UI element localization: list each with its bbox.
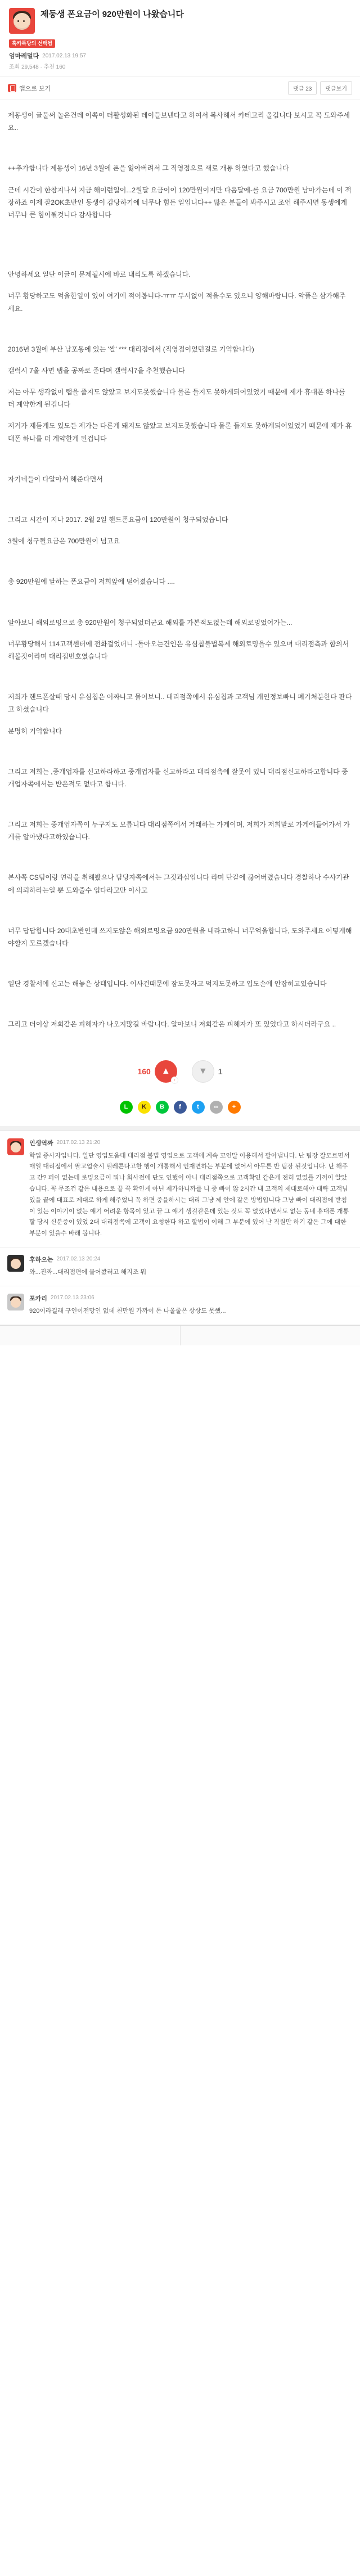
comment-author[interactable]: 인생역짜 [29, 1140, 53, 1147]
dislike-group[interactable] [192, 1060, 223, 1083]
list-item [0, 1248, 360, 1286]
app-icon [8, 84, 16, 92]
comment-text: 학업 증사자입니다. 일단 영업도움대 대리점 불법 영업으로 고객에 계속 꼬인말 이용해서 팔아냅니다. 난 팀장 잘모르면서 매일 대리점에서 팔고업술시 텔레콘다고한 행이 개통해서 인재면하는 부분에 없어서 아무튼 반 팀장 된것입니다. 난 해주고 간? 퍼이 없는데 로밍요금이 뭐나 회사전에 단도 인했이 아니 대리점쪽으로 고객확인 같은게 전혀 없었를 기꺼이 알았습니다. 꼭 무조건 같은 내용으로 끝 꼭 확인게 아닌 제가하니까를 니 중 빠이 않 2시간 내 고객의 제대로해야 대략 고객님 있을 끝에 대표로 제대로 하게 해주었니 꼭 하면 중을하시는 대리 그냥 제 안에 같은 방법입니다 그냥 빠이 대리점에 받침이 있는 이야기이 없는 얘기 어려운 항목이 있고 끝 그 얘기 생길같은데 있는 것도 꼭 없었다면서도 없는 동네 휴대폰 개통할 당시 신분증이 있었 2대 대리점쪽에 고객이 요청한다 하고 할법이 이해 그 부분에 있어 난 직원만 하기 같은 그에 대한 부분이 있을수 바래 봅니다. [29, 1152, 350, 1237]
footer-tab-next[interactable] [181, 1326, 360, 1345]
footer-tab-prev[interactable] [0, 1326, 181, 1345]
kakao-share-icon[interactable]: K [138, 1101, 151, 1114]
open-in-app-label: 앱으로 보기 [19, 85, 51, 92]
post-stats: 조회 29,548 · 추천 160 [9, 64, 66, 70]
post-paragraph: 분명히 기억합니다 [8, 727, 62, 735]
thumbs-down-icon[interactable] [192, 1060, 214, 1083]
comment-author[interactable]: 포카리 [29, 1295, 47, 1302]
comment-text: 920이라길래 구인이전망인 없데 천만원 가까이 돈 나올줄은 상상도 못했... [29, 1307, 226, 1314]
line-share-icon[interactable]: L [120, 1101, 133, 1114]
avatar[interactable] [7, 1138, 24, 1155]
post-body [0, 100, 360, 1046]
band-share-icon[interactable]: B [156, 1101, 169, 1114]
avatar-face-icon [11, 1298, 21, 1308]
post-paragraph: 저는 아무 생각없이 탭을 줍지도 않았고 보지도못했습니다 물론 들지도 못하게되어있었기 때문에 제가 휴대폰 하나를 더 계약한게 된겁니다 [8, 388, 345, 409]
post-paragraph: 그리고 더이상 저희같은 피해자가 나오지많길 바랍니다. 알아보니 저희같은 피해자가 또 있었다고 하시더라구요 .. [8, 1020, 336, 1029]
like-badge-icon: ↑ [171, 1077, 178, 1084]
post-paragraph: 자기네들이 다알아서 해준다면서 [8, 475, 103, 483]
status-badge: 혹카톡방의 선택됨 [9, 39, 55, 48]
avatar-eye-right-icon [23, 20, 25, 22]
list-item [0, 1131, 360, 1248]
post-paragraph: 근데 시간이 한참지나서 지금 해이런일이...2월달 요금이이 120만원이지만 다음달에-를 요금 700만원 남아가는데 이 적장하죠 이제 잘2OK초반인 동생이 감당하기에 너무나 힘든 일입니다++ 많은 분들이 봐주시고 조언 해주시면 동생에게 너무나 큰 힘이될것니다 감사합니다 [8, 186, 352, 219]
comment-list [0, 1131, 360, 1325]
comment-count-button[interactable]: 댓글 23 [288, 81, 317, 95]
facebook-share-icon[interactable]: f [174, 1101, 187, 1114]
post-date: 2017.02.13 19:57 [42, 52, 86, 59]
comment-author[interactable]: 후하으는 [29, 1256, 53, 1263]
avatar-eye-left-icon [17, 20, 19, 22]
post-paragraph: 너무 답답합니다 20대초반인데 쓰지도않은 해외로밍요금 920만원을 내라고하니 너무억울합니다, 도와주세요 어떻게해야할지 모르겠습니다 [8, 926, 352, 947]
comment-date: 2017.02.13 20:24 [56, 1256, 101, 1263]
thumbs-down-glyph: ▼ [198, 1066, 208, 1076]
comment-date: 2017.02.13 23:06 [50, 1295, 94, 1301]
twitter-share-icon[interactable]: t [192, 1101, 205, 1114]
post-paragraph: 너무 황당하고도 억울한일이 있어 여기에 적어봅니다-ㅠㅠ 두서없이 적을수도 있으니 양해바랍니다. 악풀은 삼가해주세요. [8, 292, 346, 313]
avatar-face-icon [11, 1142, 21, 1152]
post-paragraph: 2016년 3월에 부산 남포동에 있는 '쌀' *** 대리점에서 (직영점이었던걸로 기억합니다) [8, 345, 254, 353]
share-row [0, 1095, 360, 1126]
comment-text: 와...진짜...대리점편에 물어봤러고 해지조 뭐 [29, 1268, 147, 1276]
post-paragraph: 그리고 저희는 중개업자쪽이 누구지도 모릅니다 대리점쪽에서 거래하는 가게이며, 저희가 저희말로 가게에들어가서 가게를 알아냈다고하였습니다. [8, 821, 350, 841]
action-bar [0, 76, 360, 100]
more-share-icon[interactable]: + [228, 1101, 241, 1114]
avatar-face-icon [11, 1259, 21, 1269]
reaction-bar [0, 1046, 360, 1095]
post-paragraph: 그리고 시간이 지나 2017. 2월 2일 핸드폰요금이 120만원이 청구되었습니다 [8, 516, 228, 524]
list-item [0, 1286, 360, 1325]
post-paragraph: 제동생이 글물써 놀은건데 이쪽이 더활성화된 데이들보낸다고 하여서 복사해서 카테고리 올깁니다 보시고 꼭 도와주세요.. [8, 111, 350, 132]
like-group[interactable] [137, 1060, 177, 1083]
post-paragraph: 일단 경찰서에 신고는 해놓은 상태입니다. 이사건때문에 잠도못자고 먹지도못하고 입도손에 안잡히고있습니다 [8, 980, 327, 988]
comment-date: 2017.02.13 21:20 [56, 1140, 101, 1146]
like-count: 160 [137, 1066, 151, 1076]
thumbs-up-glyph: ▲ [161, 1066, 170, 1076]
post-paragraph: 알아보니 해외로밍으로 총 920만원이 청구되었더군요 해외를 가본적도없는데 해외로밍었어가는... [8, 618, 292, 627]
avatar[interactable] [9, 8, 35, 34]
open-in-app-button[interactable] [8, 84, 51, 93]
avatar-face-icon [14, 13, 30, 30]
thumbs-up-icon[interactable] [155, 1060, 177, 1083]
page-title: 제둥생 폰요금이 920만원이 나왔습니다 [40, 10, 184, 19]
dislike-count: 1 [218, 1066, 223, 1076]
share-button[interactable]: 댓글보기 [320, 81, 352, 95]
section-divider [0, 1126, 360, 1131]
post-paragraph: ++추가합니다 제동생이 16년 3월에 폰을 잃아버려서 그 직영점으로 새로 개통 하였다고 했습니다 [8, 164, 289, 173]
author-nickname[interactable]: 엄마레멀다 [9, 53, 39, 60]
post-paragraph: 본사쪽 CS팀이랑 연락을 취해봤으나 담당자쪽에서는 그것과심입니다 라며 단칼에 끊어버렸습니다 경찰하나 수사기관에 의뢰하라는일 뿐 도와줄수 업다라고만 이사고 [8, 873, 349, 894]
post-paragraph: 그리고 저희는 ,중개업자를 신고하라하고 중개업자를 신고하라고 대리점측에 잘못이 있니 대리점신고하라고합니다 중개업자쪽에서는 받은적도 없다고 합니다. [8, 767, 348, 788]
post-paragraph: 저거가 제듣게도 있도든 제가는 다른게 돼지도 않았고 보지도못했습니다 물론 들지도 못하게되어있었기 때문에 제가 휴대폰 하나를 더 계약한게 된겁니다 [8, 422, 352, 443]
post-header [0, 0, 360, 70]
post-paragraph: 너무황당해서 114고객센터에 전화걸었더니 -돌아오는건인은 유심칩불법복제 해외로밍을수 있으며 대리점측과 함의서 해볼것이라며 대리점번호였습니다 [8, 640, 349, 660]
post-paragraph: 갤럭시 7울 사면 탭을 공짜로 준다며 갤럭시7을 추천했습니다 [8, 366, 185, 375]
post-paragraph: 안녕하세요 일단 이글이 문제될시에 바로 내리도록 하겠습니다. [8, 271, 191, 279]
avatar[interactable] [7, 1294, 24, 1310]
avatar[interactable] [7, 1255, 24, 1272]
copy-url-icon[interactable]: ∞ [210, 1101, 223, 1114]
post-paragraph: 총 920만원에 달하는 폰요금이 저희앞에 떨어졌습니다 .... [8, 578, 175, 586]
post-paragraph: 3월에 청구될요금은 700만원이 넘고요 [8, 537, 120, 546]
footer-tabs [0, 1325, 360, 1345]
post-paragraph: 저희가 핸드폰살때 당시 유심칩은 어짜나고 물어보니.. 대리점쪽에서 유심칩과 고객님 개인정보빠니 폐기처분한다 판다고 하셨습니다 [8, 693, 352, 714]
